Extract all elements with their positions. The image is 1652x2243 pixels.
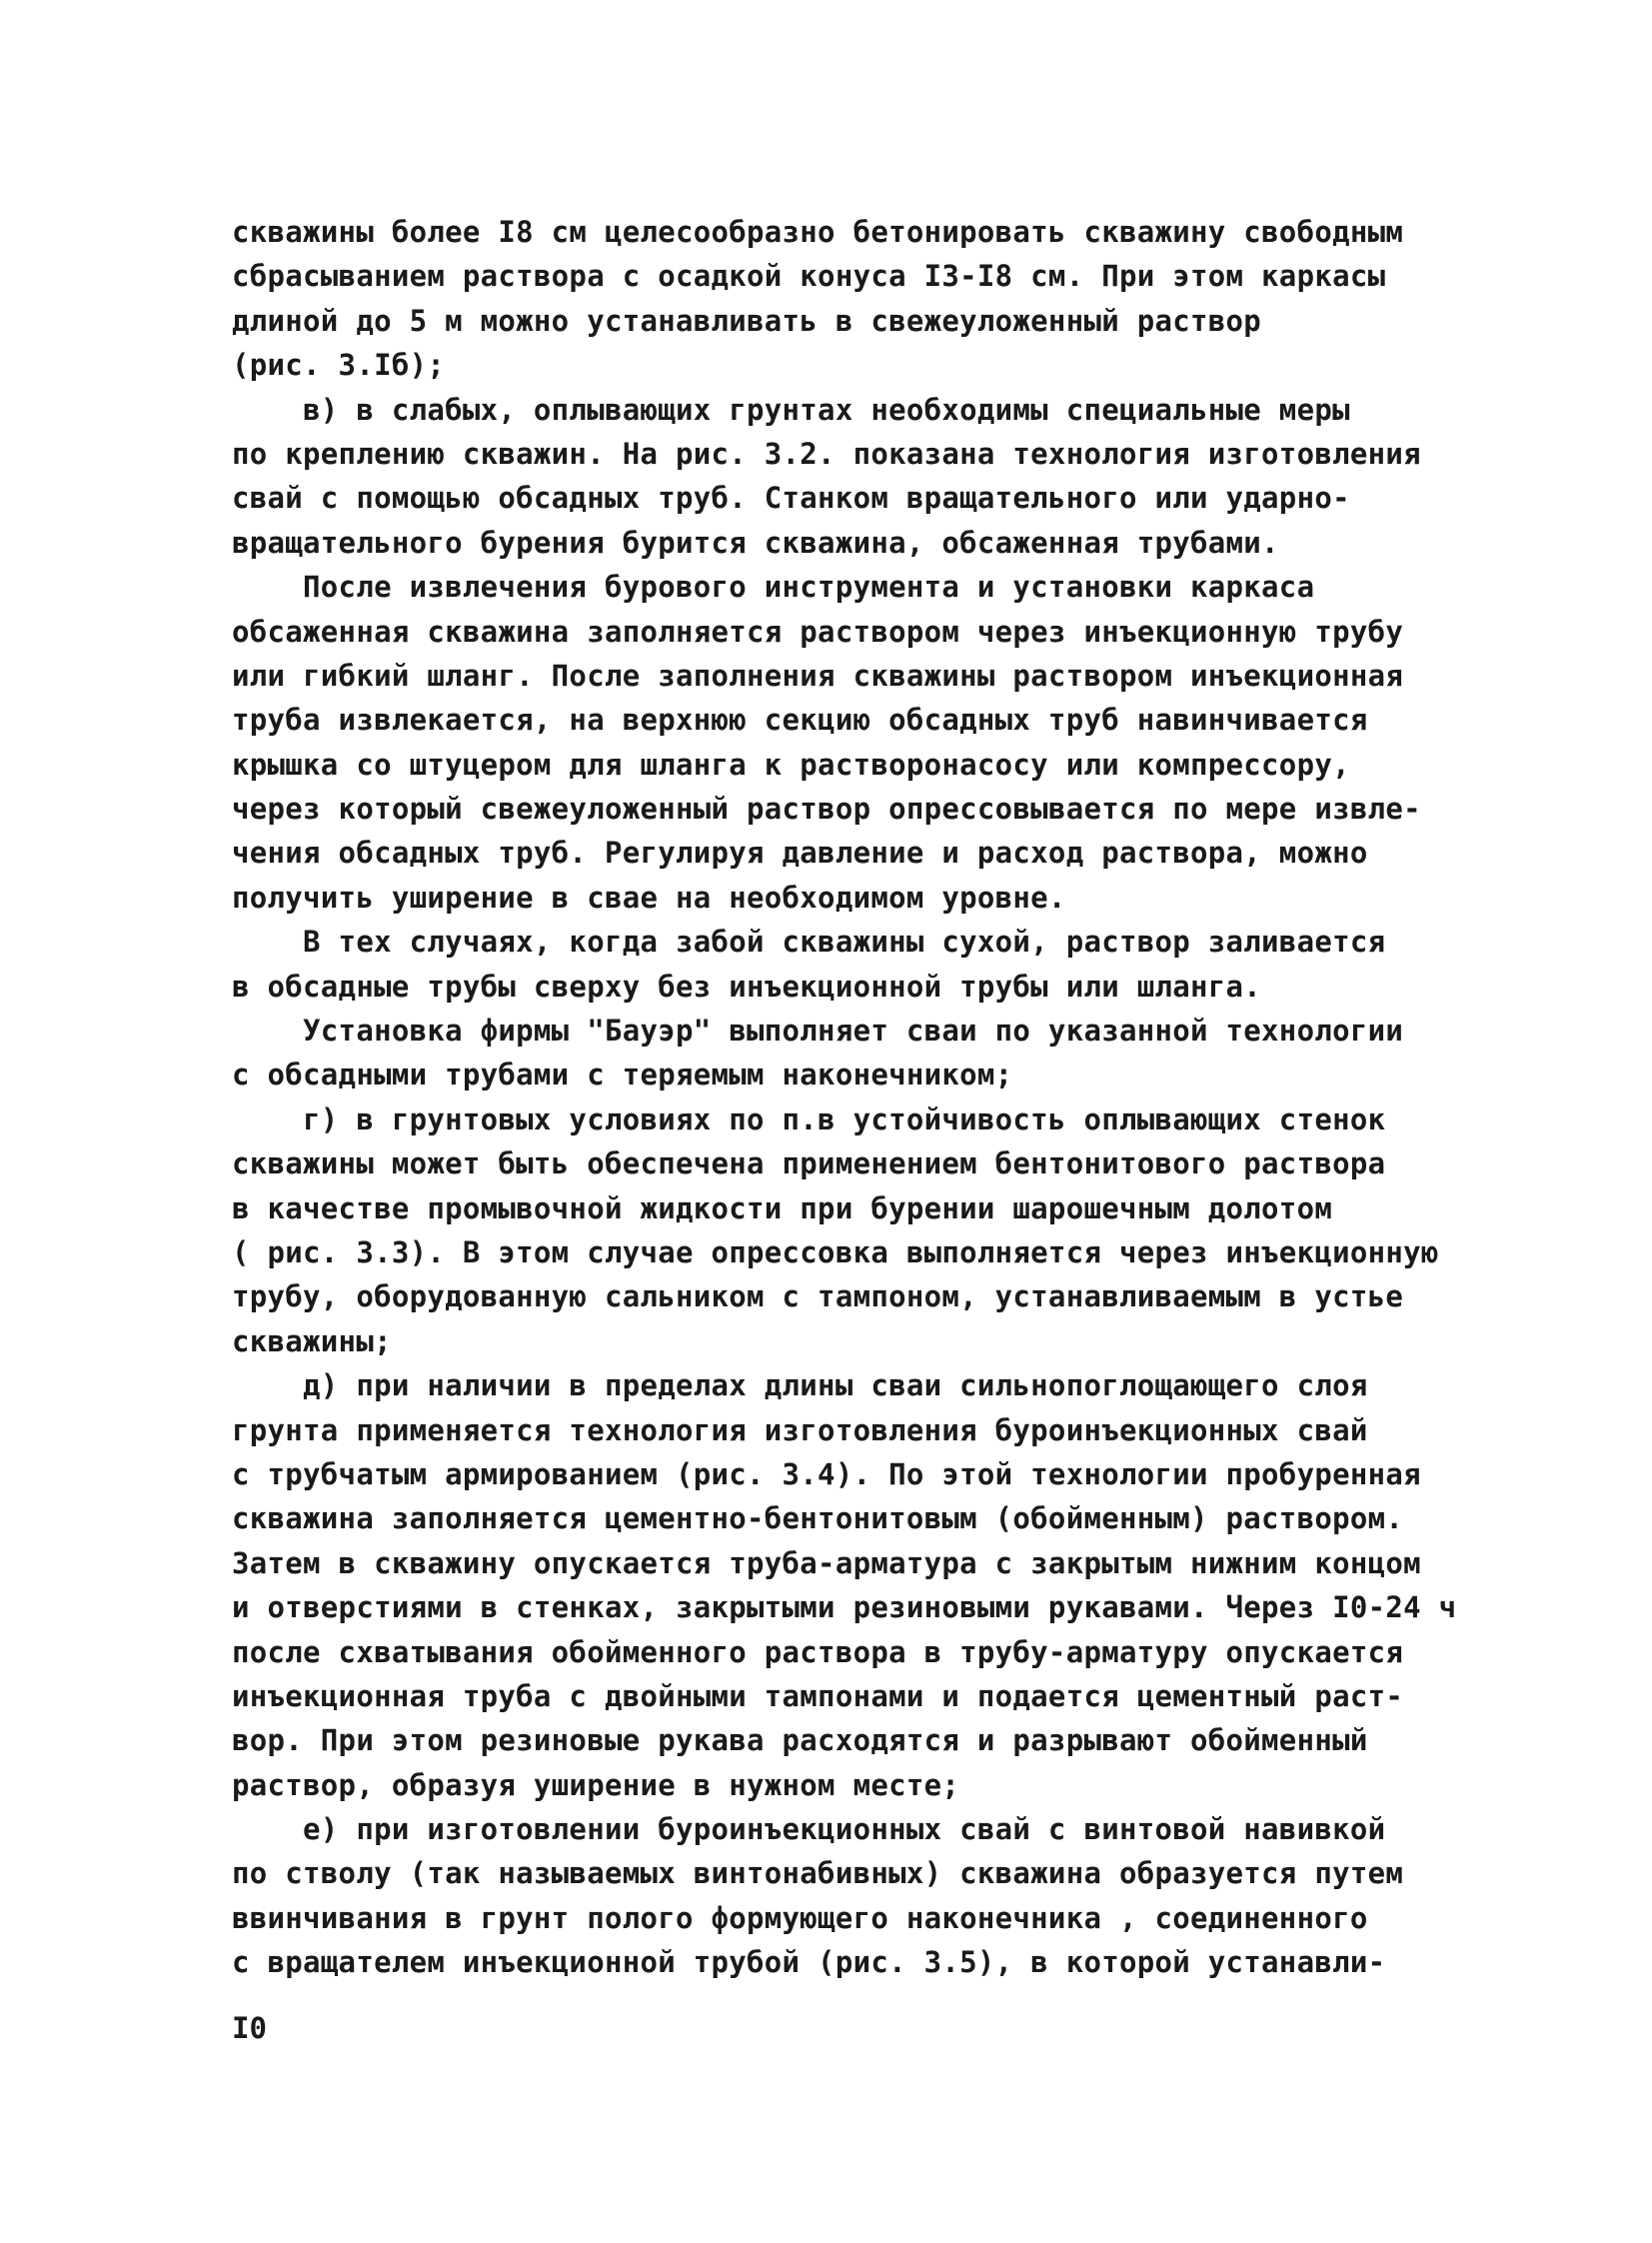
text-line: е) при изготовлении буроинъекционных свай с винтовой навивкой xyxy=(232,1812,1386,1847)
text-line: вращательного бурения бурится скважина, обсаженная трубами. xyxy=(232,525,1279,560)
text-line: скважины; xyxy=(232,1323,392,1358)
text-line: д) при наличии в пределах длины сваи сильнопоглощающего слоя xyxy=(232,1368,1368,1403)
page-number: I0 xyxy=(232,2011,267,2045)
text-line: После извлечения бурового инструмента и установки каркаса xyxy=(232,570,1315,605)
text-line: в) в слабых, оплывающих грунтах необходимы специальные меры xyxy=(232,392,1350,427)
text-line: скважины более I8 см целесообразно бетонировать скважину свободным xyxy=(232,215,1404,249)
text-line: Затем в скважину опускается труба-арматура с закрытым нижним концом xyxy=(232,1545,1421,1580)
text-line: скважина заполняется цементно-бентонитовым (обойменным) раствором. xyxy=(232,1501,1404,1536)
text-line: или гибкий шланг. После заполнения скважины раствором инъекционная xyxy=(232,658,1404,693)
text-line: ( рис. 3.3). В этом случае опрессовка выполняется через инъекционную xyxy=(232,1234,1439,1269)
text-line: по стволу (так называемых винтонабивных) скважина образуется путем xyxy=(232,1856,1404,1891)
text-line: В тех случаях, когда забой скважины сухой, раствор заливается xyxy=(232,925,1386,960)
text-line: ввинчивания в грунт полого формующего наконечника , соединенного xyxy=(232,1900,1368,1935)
text-line: грунта применяется технология изготовления буроинъекционных свай xyxy=(232,1412,1368,1447)
text-line: вор. При этом резиновые рукава расходятся и разрывают обойменный xyxy=(232,1723,1368,1758)
text-line: с вращателем инъекционной трубой (рис. 3.5), в которой устанавли- xyxy=(232,1945,1386,1980)
text-line: с обсадными трубами с теряемым наконечником; xyxy=(232,1058,1013,1093)
text-line: г) в грунтовых условиях по п.в устойчивость оплывающих стенок xyxy=(232,1102,1386,1136)
text-line: инъекционная труба с двойными тампонами и подается цементный раст- xyxy=(232,1678,1404,1713)
text-line: получить уширение в сваe на необходимом уровне. xyxy=(232,880,1066,915)
text-line: обсаженная скважина заполняется раствором через инъекционную трубу xyxy=(232,614,1404,649)
text-line: с трубчатым армированием (рис. 3.4). По этой технологии пробуренная xyxy=(232,1456,1421,1491)
text-line: в качестве промывочной жидкости при бурении шарошечным долотом xyxy=(232,1190,1333,1225)
text-line: (рис. 3.Iб); xyxy=(232,348,446,383)
text-line: через который свежеуложенный раствор опрессовывается по мере извле- xyxy=(232,792,1421,827)
text-line: по креплению скважин. На рис. 3.2. показана технология изготовления xyxy=(232,436,1421,471)
text-line: свай с помощью обсадных труб. Станком вращательного или ударно- xyxy=(232,481,1350,516)
text-line: сбрасыванием раствора с осадкой конуса I3-I8 см. При этом каркасы xyxy=(232,259,1386,294)
text-line: раствор, образуя уширение в нужном месте; xyxy=(232,1767,960,1802)
body-text xyxy=(232,210,1501,1985)
text-line: длиной до 5 м можно устанавливать в свежеуложенный раствор xyxy=(232,303,1262,338)
text-line: чения обсадных труб. Регулируя давление и расход раствора, можно xyxy=(232,836,1368,871)
text-line: трубу, оборудованную сальником с тампоном, устанавливаемым в устье xyxy=(232,1279,1404,1314)
text-line: Установка фирмы "Бауэр" выполняет сваи по указанной технологии xyxy=(232,1014,1404,1049)
text-line: в обсадные трубы сверху без инъекционной трубы или шланга. xyxy=(232,969,1262,1004)
text-line: после схватывания обойменного раствора в трубу-арматуру опускается xyxy=(232,1634,1404,1669)
text-line: скважины может быть обеспечена применением бентонитового раствора xyxy=(232,1146,1386,1181)
text-line: труба извлекается, на верхнюю секцию обсадных труб навинчивается xyxy=(232,703,1368,738)
text-line: крышка со штуцером для шланга к растворонасосу или компрессору, xyxy=(232,747,1350,782)
text-line: и отверстиями в стенках, закрытыми резиновыми рукавами. Через I0-24 ч xyxy=(232,1590,1457,1625)
